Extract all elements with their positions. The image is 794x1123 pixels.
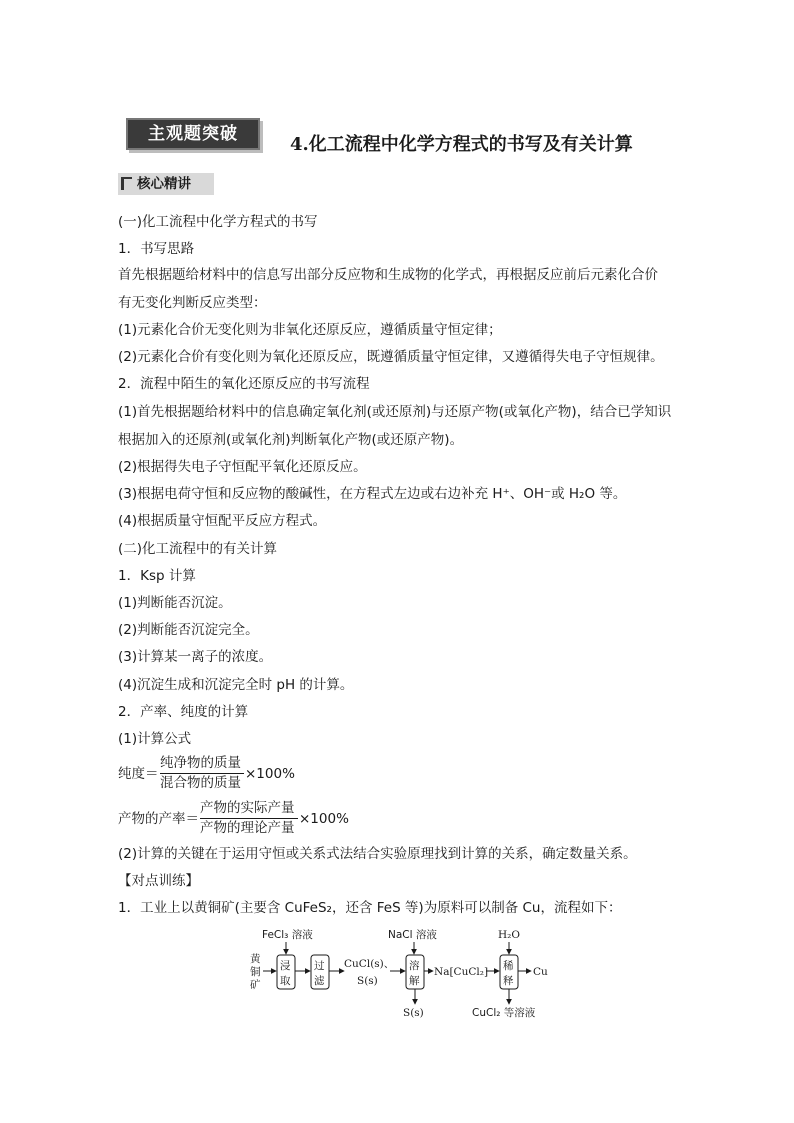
paragraph-line: (1)元素化合价无变化则为非氧化还原反应，遵循质量守恒定律； (118, 322, 502, 338)
paragraph-line: (4)沉淀生成和沉淀完全时 pH 的计算。 (118, 677, 354, 693)
fraction-denominator: 混合物的质量 (160, 775, 241, 791)
formula-lhs: 纯度＝ (118, 766, 159, 782)
raw-material-char: 铜 (250, 966, 261, 978)
raw-material-char: 矿 (250, 979, 261, 991)
formula-lhs: 产物的产率＝ (118, 811, 199, 827)
fraction-numerator: 纯净物的质量 (160, 755, 241, 771)
intermediate-na-cucl2: Na[CuCl₂] (434, 966, 489, 978)
fraction-numerator: 产物的实际产量 (200, 800, 295, 816)
step-char: 滤 (314, 975, 325, 987)
step-char: 取 (280, 975, 291, 987)
product-s: S(s) (357, 975, 378, 987)
paragraph-line: 1．Ksp 计算 (118, 568, 196, 584)
fraction-denominator: 产物的理论产量 (200, 820, 295, 836)
question-text: 1．工业上以黄铜矿(主要含 CuFeS₂，还含 FeS 等)为原料可以制备 Cu，流程如下： (118, 900, 622, 916)
reagent-fecl3: FeCl₃ 溶液 (262, 929, 313, 941)
formula-tail: ×100% (245, 766, 295, 782)
raw-material-char: 黄 (250, 953, 261, 965)
formula-tail: ×100% (299, 811, 349, 827)
process-flow-diagram (240, 922, 560, 1022)
byproduct-s: S(s) (403, 1007, 424, 1019)
paragraph-line: 2．产率、纯度的计算 (118, 704, 249, 720)
paragraph-line: (1)判断能否沉淀。 (118, 595, 232, 611)
paragraph-line: (1)计算公式 (118, 731, 192, 747)
subsection-heading: (二)化工流程中的有关计算 (118, 541, 278, 557)
paragraph-line: (3)计算某一离子的浓度。 (118, 649, 273, 665)
paragraph-line: 根据加入的还原剂(或氧化剂)判断氧化产物(或还原产物)。 (118, 432, 464, 448)
paragraph-line: (3)根据电荷守恒和反应物的酸碱性，在方程式左边或右边补充 H⁺、OH⁻或 H₂O 等。 (118, 486, 627, 502)
paragraph-line: (2)根据得失电子守恒配平氧化还原反应。 (118, 459, 367, 475)
step-char: 溶 (409, 960, 420, 972)
step-char: 稀 (503, 960, 514, 972)
step-char: 过 (314, 960, 325, 972)
paragraph-line: 1．书写思路 (118, 241, 195, 257)
paragraph-line: 有无变化判断反应类型： (118, 295, 267, 311)
bookmark-icon (121, 177, 132, 190)
byproduct-cucl2-solution: CuCl₂ 等溶液 (472, 1007, 536, 1019)
paragraph-line: (2)计算的关键在于运用守恒或关系式法结合实验原理找到计算的关系，确定数量关系。 (118, 846, 637, 862)
paragraph-line: (2)判断能否沉淀完全。 (118, 622, 259, 638)
paragraph-line: 2．流程中陌生的氧化还原反应的书写流程 (118, 376, 370, 392)
section-badge: 主观题突破 (126, 118, 260, 150)
step-char: 释 (503, 975, 514, 987)
paragraph-line: 首先根据题给材料中的信息写出部分反应物和生成物的化学式，再根据反应前后元素化合价 (118, 267, 658, 283)
paragraph-line: (4)根据质量守恒配平反应方程式。 (118, 513, 327, 529)
step-char: 解 (409, 975, 420, 987)
step-char: 浸 (280, 960, 291, 972)
product-cucl: CuCl(s)、 (344, 958, 395, 970)
exercise-heading: 【对点训练】 (118, 873, 199, 889)
final-product-cu: Cu (533, 966, 548, 978)
paragraph-line: (2)元素化合价有变化则为氧化还原反应，既遵循质量守恒定律，又遵循得失电子守恒规律。 (118, 349, 664, 365)
page-title: 4.化工流程中化学方程式的书写及有关计算 (290, 134, 633, 155)
subsection-heading: (一)化工流程中化学方程式的书写 (118, 214, 318, 230)
reagent-nacl: NaCl 溶液 (388, 929, 437, 941)
section-label: 核心精讲 (137, 176, 191, 192)
reagent-water: H₂O (498, 929, 520, 941)
paragraph-line: (1)首先根据题给材料中的信息确定氧化剂(或还原剂)与还原产物(或氧化产物)，结合已学知识 (118, 404, 672, 420)
